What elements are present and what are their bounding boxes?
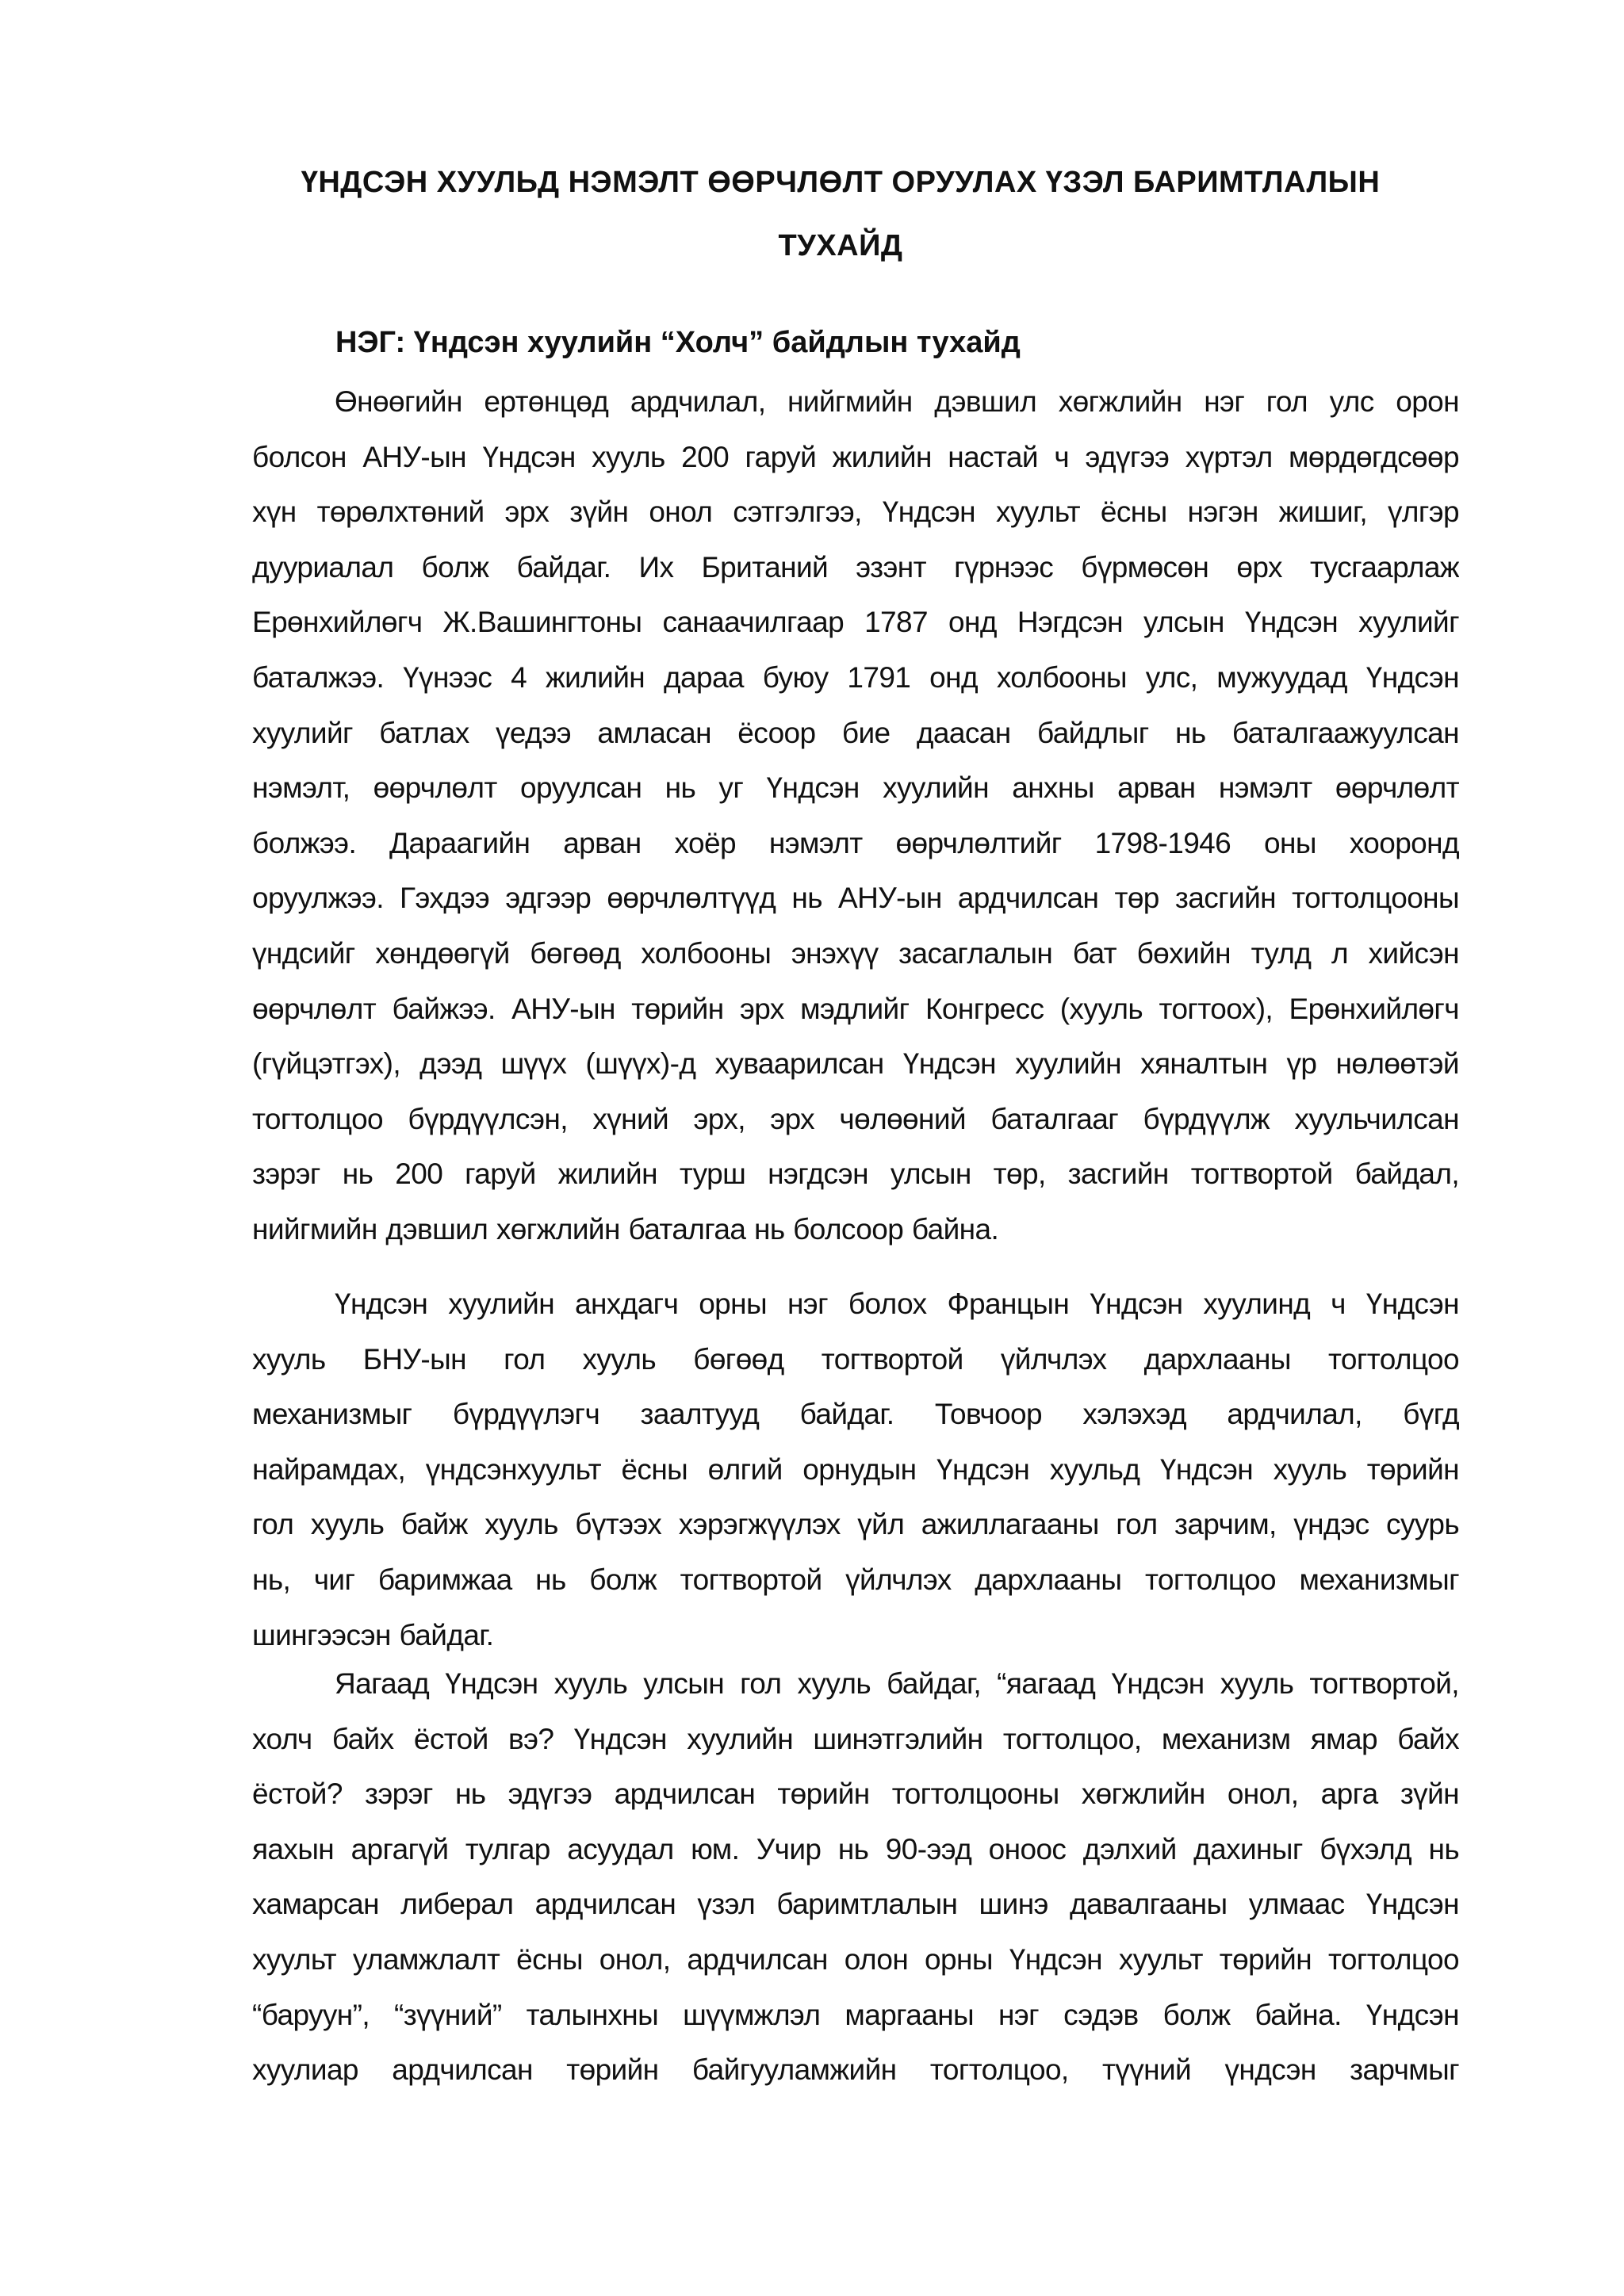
paragraph-3 xyxy=(252,1656,1459,2098)
title-line-1: ҮНДСЭН ХУУЛЬД НЭМЭЛТ ӨӨРЧЛӨЛТ ОРУУЛАХ ҮЗЭЛ БАРИМТЛАЛЫН xyxy=(301,166,1381,199)
paragraph-line: яахын аргагүй тулгар асуудал юм. Учир нь 90-ээд оноос дэлхий дахиныг бүхэлд нь xyxy=(252,1832,1459,1866)
paragraph-line: болсон АНУ-ын Үндсэн хууль 200 гаруй жилийн настай ч эдүгээ хүртэл мөрдөгдсөөр xyxy=(252,440,1459,473)
section-heading: НЭГ: Үндсэн хуулийн “Холч” байдлын тухайд xyxy=(335,326,1021,359)
paragraph-line: ёстой? зэрэг нь эдүгээ ардчилсан төрийн тогтолцооны хөгжлийн онол, арга зүйн xyxy=(252,1777,1459,1811)
paragraph-line: хуулийг батлах үедээ амласан ёсоор бие даасан байдлыг нь баталгаажуулсан xyxy=(252,716,1459,749)
paragraph-line: хуульт уламжлалт ёсны онол, ардчилсан олон орны Үндсэн хуульт төрийн тогтолцоо xyxy=(252,1942,1459,1976)
paragraph-line: хууль БНУ-ын гол хууль бөгөөд тогтвортой үйлчлэх дархлааны тогтолцоо xyxy=(252,1342,1459,1376)
paragraph-line: өөрчлөлт байжээ. АНУ-ын төрийн эрх мэдлийг Конгресс (хууль тогтоох), Ерөнхийлөгч xyxy=(252,992,1459,1025)
paragraph-line: Өнөөгийн ертөнцөд ардчилал, нийгмийн дэвшил хөгжлийн нэг гол улс орон xyxy=(335,385,1459,418)
paragraph-line: хамарсан либерал ардчилсан үзэл баримтлалын шинэ давалгааны улмаас Үндсэн xyxy=(252,1888,1459,1921)
paragraph-line: дууриалал болж байдаг. Их Британий эзэнт гүрнээс бүрмөсөн өрх тусгаарлаж xyxy=(252,550,1459,584)
paragraph-line: нь, чиг баримжаа нь болж тогтвортой үйлчлэх дархлааны тогтолцоо механизмыг xyxy=(252,1563,1459,1596)
paragraph-line: найрамдах, үндсэнхуульт ёсны өлгий орнудын Үндсэн хуульд Үндсэн хууль төрийн xyxy=(252,1452,1459,1486)
paragraph-line: Үндсэн хуулийн анхдагч орны нэг болох Францын Үндсэн хуулинд ч Үндсэн xyxy=(335,1288,1459,1320)
paragraph-line: болжээ. Дараагийн арван хоёр нэмэлт өөрчлөлтийг 1798-1946 оны хооронд xyxy=(252,826,1459,859)
paragraph-line: зэрэг нь 200 гаруй жилийн турш нэгдсэн улсын төр, засгийн тогтвортой байдал, xyxy=(252,1158,1459,1191)
paragraph-2 xyxy=(252,1276,1459,1663)
paragraph-line: нэмэлт, өөрчлөлт оруулсан нь уг Үндсэн хуулийн анхны арван нэмэлт өөрчлөлт xyxy=(252,771,1459,805)
paragraph-line: Ерөнхийлөгч Ж.Вашингтоны санаачилгаар 1787 онд Нэгдсэн улсын Үндсэн хуулийг xyxy=(252,606,1459,639)
paragraph-line: шингээсэн байдаг. xyxy=(252,1618,494,1651)
paragraph-line: “баруун”, “зүүний” талынхны шүүмжлэл маргааны нэг сэдэв болж байна. Үндсэн xyxy=(252,1998,1459,2031)
title-line-2: ТУХАЙД xyxy=(778,229,903,262)
document-title xyxy=(222,151,1459,277)
paragraph-line: механизмыг бүрдүүлэгч заалтууд байдаг. Товчоор хэлэхэд ардчилал, бүгд xyxy=(252,1398,1459,1431)
paragraph-line: үндсийг хөндөөгүй бөгөөд холбооны энэхүү засаглалын бат бөхийн тулд л хийсэн xyxy=(252,936,1459,970)
paragraph-line: хүн төрөлхтөний эрх зүйн онол сэтгэлгээ, Үндсэн хуульт ёсны нэгэн жишиг, үлгэр xyxy=(252,496,1459,529)
paragraph-line: гол хууль байж хууль бүтээх хэрэгжүүлэх үйл ажиллагааны гол зарчим, үндэс суурь xyxy=(252,1508,1459,1541)
paragraph-line: баталжээ. Үүнээс 4 жилийн дараа буюу 1791 онд холбооны улс, мужуудад Үндсэн xyxy=(252,660,1459,694)
paragraph-line: тогтолцоо бүрдүүлсэн, хүний эрх, эрх чөлөөний баталгааг бүрдүүлж хуульчилсан xyxy=(252,1102,1459,1135)
paragraph-line: Яагаад Үндсэн хууль улсын гол хууль байдаг, “яагаад Үндсэн хууль тогтвортой, xyxy=(335,1667,1459,1700)
paragraph-line: (гүйцэтгэх), дээд шүүх (шүүх)-д хуваарилсан Үндсэн хуулийн хяналтын үр нөлөөтэй xyxy=(252,1047,1459,1081)
paragraph-line: хуулиар ардчилсан төрийн байгууламжийн тогтолцоо, түүний үндсэн зарчмыг xyxy=(252,2053,1459,2087)
paragraph-line: нийгмийн дэвшил хөгжлийн баталгаа нь болсоор байна. xyxy=(252,1212,999,1246)
paragraph-line: холч байх ёстой вэ? Үндсэн хуулийн шинэтгэлийн тогтолцоо, механизм ямар байх xyxy=(252,1722,1459,1755)
paragraph-line: оруулжээ. Гэхдээ эдгээр өөрчлөлтүүд нь АНУ-ын ардчилсан төр засгийн тогтолцооны xyxy=(252,882,1459,915)
paragraph-1 xyxy=(252,374,1459,1257)
